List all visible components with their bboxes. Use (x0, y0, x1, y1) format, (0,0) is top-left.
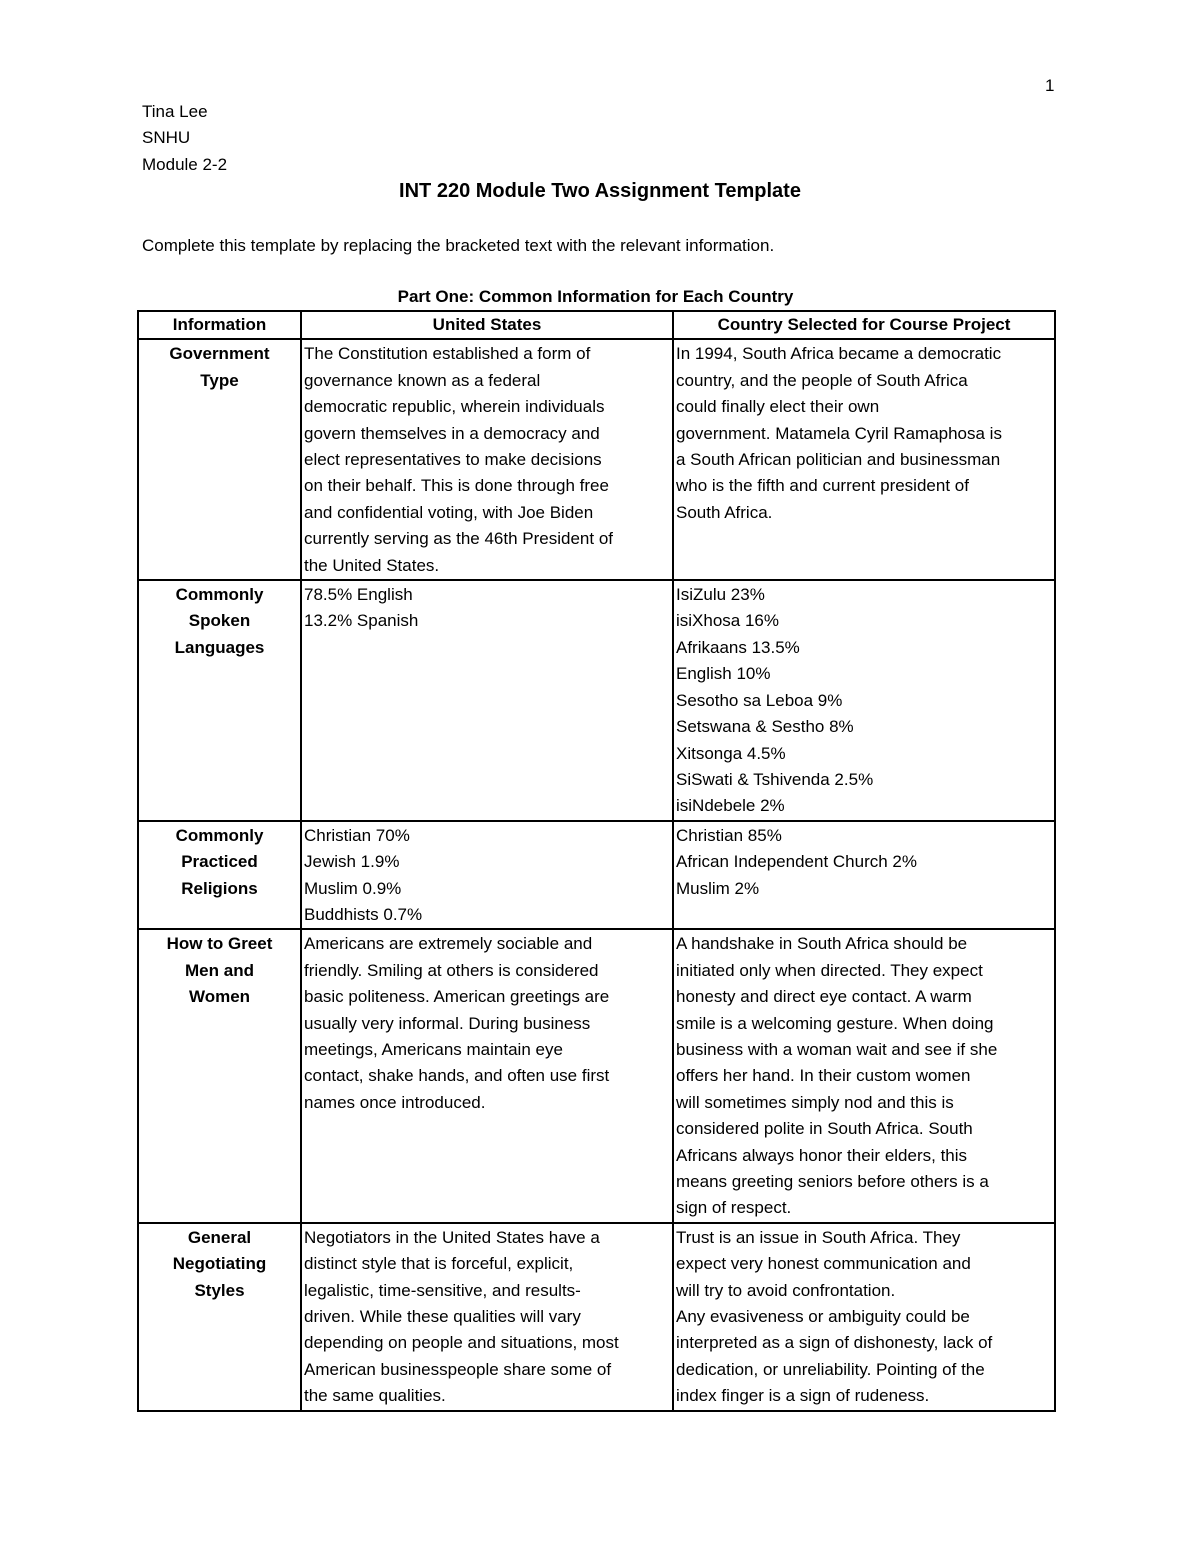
country-info-table (137, 310, 1056, 1412)
cell-line: English 10% (676, 664, 771, 684)
cell-line: on their behalf. This is done through free (304, 476, 609, 496)
instructions: Complete this template by replacing the bracketed text with the relevant information. (142, 236, 775, 255)
cell-line: legalistic, time-sensitive, and results- (304, 1280, 581, 1300)
cell-line: Languages (174, 637, 265, 657)
cell-line: govern themselves in a democracy and (304, 423, 600, 443)
cell-line: meetings, Americans maintain eye (304, 1039, 563, 1059)
cell-line: a South African politician and businessman (676, 450, 1001, 470)
cell-line: Negotiating (172, 1254, 267, 1274)
cell-line: and confidential voting, with Joe Biden (304, 502, 594, 522)
cell-line: means greeting seniors before others is a (676, 1172, 989, 1191)
cell-line: South Africa. (676, 502, 773, 522)
cell-line: driven. While these qualities will vary (304, 1307, 581, 1327)
religions-label (138, 821, 301, 930)
cell-line: country, and the people of South Africa (676, 370, 968, 390)
cell-line: How to Greet (166, 934, 273, 954)
document-title: INT 220 Module Two Assignment Template (399, 180, 801, 202)
cell-line: will sometimes simply nod and this is (676, 1092, 954, 1112)
cell-line: Trust is an issue in South Africa. They (676, 1227, 961, 1247)
cell-line: index finger is a sign of rudeness. (676, 1386, 930, 1406)
cell-line: honesty and direct eye contact. A warm (676, 987, 972, 1007)
cell-line: Type (200, 370, 239, 390)
cell-line: usually very informal. During business (304, 1013, 591, 1033)
cell-line: Buddhists 0.7% (304, 904, 423, 924)
cell-line: Negotiators in the United States have a (304, 1227, 600, 1247)
religions-selected-country-cell (673, 821, 1055, 930)
school-name: SNHU (142, 128, 191, 147)
cell-line: names once introduced. (304, 1092, 486, 1112)
cell-line: Sesotho sa Leboa 9% (676, 690, 843, 710)
cell-line: Styles (194, 1280, 245, 1300)
cell-line: Christian 85% (676, 825, 782, 845)
cell-line: Practiced (181, 852, 258, 872)
cell-line: Men and (185, 960, 254, 980)
cell-line: initiated only when directed. They expect (676, 960, 983, 980)
cell-line: considered polite in South Africa. South (676, 1119, 973, 1139)
cell-line: smile is a welcoming gesture. When doing (676, 1013, 994, 1033)
greetings-selected-country-cell (673, 929, 1055, 1222)
spoken-languages-label (138, 580, 301, 821)
cell-line: distinct style that is forceful, explicit, (304, 1254, 574, 1274)
cell-line: could finally elect their own (676, 397, 880, 417)
cell-line: dedication, or unreliability. Pointing of the (676, 1359, 985, 1379)
negotiating-styles-selected-country-cell (673, 1223, 1055, 1411)
cell-line: depending on people and situations, most (304, 1333, 619, 1353)
cell-line: Women (188, 987, 251, 1007)
cell-line: sign of respect. (676, 1198, 792, 1218)
cell-line: Afrikaans 13.5% (676, 637, 800, 657)
cell-line: Africans always honor their elders, this (676, 1145, 968, 1165)
cell-line: isiNdebele 2% (676, 796, 785, 816)
cell-line: Jewish 1.9% (304, 852, 400, 872)
cell-line: Muslim 2% (676, 878, 760, 898)
cell-line: The Constitution established a form of (304, 344, 591, 364)
author-name: Tina Lee (142, 102, 208, 121)
table-caption: Part One: Common Information for Each Country (397, 287, 794, 306)
cell-line: offers her hand. In their custom women (676, 1066, 971, 1086)
table-header-row (138, 311, 1055, 339)
cell-line: basic politeness. American greetings are (304, 987, 610, 1007)
table-row-greetings (138, 929, 1055, 1222)
cell-line: governance known as a federal (304, 370, 541, 390)
header-information: Information (138, 311, 301, 339)
page-number: 1 (1045, 76, 1055, 95)
cell-line: A handshake in South Africa should be (676, 934, 968, 954)
cell-line: Religions (181, 878, 258, 898)
header-selected-country: Country Selected for Course Project (673, 311, 1055, 339)
module-label: Module 2-2 (142, 155, 228, 174)
negotiating-styles-united-states-cell (301, 1223, 673, 1411)
cell-line: Christian 70% (304, 825, 410, 845)
cell-line: contact, shake hands, and often use first (304, 1066, 610, 1086)
cell-line: the same qualities. (304, 1386, 446, 1406)
cell-line: isiXhosa 16% (676, 611, 780, 631)
government-type-label (138, 339, 301, 580)
cell-line: 13.2% Spanish (304, 611, 419, 631)
table-row-spoken-languages (138, 580, 1055, 821)
cell-line: IsiZulu 23% (676, 585, 765, 605)
cell-line: Commonly (175, 825, 264, 845)
cell-line: In 1994, South Africa became a democratic (676, 344, 1002, 364)
table-row-religions (138, 821, 1055, 930)
cell-line: Muslim 0.9% (304, 878, 402, 898)
header-united-states: United States (301, 311, 673, 339)
cell-line: African Independent Church 2% (676, 852, 917, 872)
cell-line: interpreted as a sign of dishonesty, lack of (676, 1333, 993, 1353)
government-type-united-states-cell (301, 339, 673, 580)
cell-line: currently serving as the 46th President of (304, 529, 613, 549)
cell-line: SiSwati & Tshivenda 2.5% (676, 769, 874, 789)
cell-line: Americans are extremely sociable and (304, 934, 593, 954)
cell-line: expect very honest communication and (676, 1254, 971, 1274)
religions-united-states-cell (301, 821, 673, 930)
cell-line: American businesspeople share some of (304, 1359, 612, 1379)
cell-line: Xitsonga 4.5% (676, 743, 786, 763)
cell-line: Commonly (175, 585, 264, 605)
table-row-government-type (138, 339, 1055, 580)
greetings-label (138, 929, 301, 1222)
cell-line: will try to avoid confrontation. (676, 1280, 896, 1300)
cell-line: 78.5% English (304, 585, 413, 605)
table-row-negotiating-styles (138, 1223, 1055, 1411)
negotiating-styles-label (138, 1223, 301, 1411)
cell-line: Any evasiveness or ambiguity could be (676, 1307, 970, 1327)
cell-line: government. Matamela Cyril Ramaphosa is (676, 423, 1002, 443)
cell-line: Setswana & Sestho 8% (676, 717, 854, 737)
cell-line: General (187, 1227, 252, 1247)
cell-line: Government (169, 344, 270, 364)
spoken-languages-selected-country-cell (673, 580, 1055, 821)
cell-line: Spoken (188, 611, 251, 631)
government-type-selected-country-cell (673, 339, 1055, 580)
cell-line: business with a woman wait and see if she (676, 1039, 998, 1059)
cell-line: who is the fifth and current president of (676, 476, 969, 496)
cell-line: democratic republic, wherein individuals (304, 397, 605, 417)
greetings-united-states-cell (301, 929, 673, 1222)
spoken-languages-united-states-cell (301, 580, 673, 821)
cell-line: friendly. Smiling at others is considered (304, 960, 599, 980)
cell-line: elect representatives to make decisions (304, 450, 602, 470)
cell-line: the United States. (304, 555, 440, 575)
